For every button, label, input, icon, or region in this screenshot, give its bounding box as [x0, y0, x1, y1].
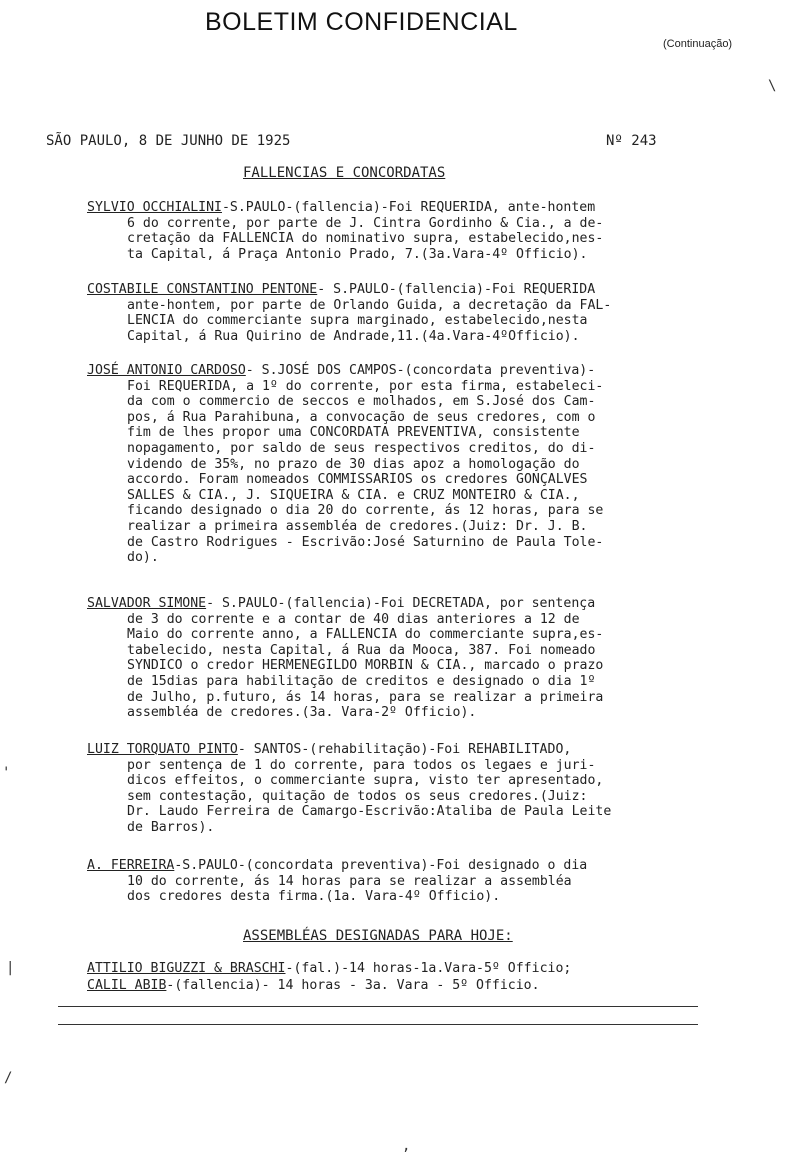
entry-text: SALLES & CIA., J. SIQUEIRA & CIA. e CRUZ MONTEIRO & CIA.,	[127, 487, 580, 503]
entry-line	[87, 313, 717, 329]
entry-item	[87, 200, 717, 262]
entry-text: Dr. Laudo Ferreira de Camargo-Escrivão:Ataliba de Paula Leite	[127, 804, 612, 820]
entry-item	[87, 858, 717, 905]
entry-line	[87, 488, 717, 504]
entry-text: -S.PAULO-(fallencia)-Foi REQUERIDA, ante-hontem	[221, 200, 596, 215]
entry-text: 10 do corrente, ás 14 horas para se realizar a assembléa	[127, 873, 572, 889]
entry-line	[87, 535, 717, 551]
dateline: SÃO PAULO, 8 DE JUNHO DE 1925	[46, 133, 291, 149]
entry-line	[87, 612, 717, 628]
entry-text: tabelecido, nesta Capital, á Rua da Mooca, 387. Foi nomeado	[127, 642, 596, 658]
entry-head: SALVADOR SIMONE	[87, 596, 207, 611]
entry-line	[87, 627, 717, 643]
entry-line	[87, 519, 717, 535]
assembly-text: -(fallencia)- 14 horas - 3a. Vara - 5º Officio.	[166, 978, 540, 993]
entry-text: 6 do corrente, por parte de J. Cintra Gordinho & Cia., a de-	[127, 215, 604, 231]
scan-mark: ,	[402, 1138, 411, 1154]
entry-line	[87, 425, 717, 441]
entry-line	[87, 379, 717, 395]
entry-text: Capital, á Rua Quirino de Andrade,11.(4a.Vara-4ºOfficio).	[127, 328, 580, 344]
entry-text: - S.PAULO-(fallencia)-Foi DECRETADA, por sentença	[206, 596, 596, 611]
entry-text: fim de lhes propor uma CONCORDATA PREVENTIVA, consistente	[127, 425, 580, 441]
scan-mark: /	[4, 1070, 13, 1086]
entry-line	[87, 820, 717, 836]
entry-text: videndo de 35%, no prazo de 30 dias apoz a homologação do	[127, 456, 580, 472]
entry-line	[87, 441, 717, 457]
entry-line	[87, 858, 717, 874]
entry-text: de Julho, p.futuro, ás 14 horas, para se realizar a primeira	[127, 689, 604, 705]
entry-line	[87, 705, 717, 721]
assembly-item	[87, 978, 717, 994]
entry-line	[87, 643, 717, 659]
entry-line	[87, 773, 717, 789]
entry-text: sem contestação, quitação de todos os seus credores.(Juiz:	[127, 788, 588, 804]
entry-text: ficando designado o dia 20 do corrente, ás 12 horas, para se	[127, 503, 604, 519]
bulletin-title: BOLETIM CONFIDENCIAL	[205, 8, 518, 36]
entry-line	[87, 674, 717, 690]
scan-mark: \	[768, 78, 777, 94]
entry-text: - S.JOSÉ DOS CAMPOS-(concordata preventiva)-	[245, 363, 596, 378]
entry-line	[87, 874, 717, 890]
assembly-head: CALIL ABIB	[87, 978, 167, 993]
divider-line	[58, 1006, 698, 1007]
entry-item	[87, 363, 717, 566]
entry-text: de Barros).	[127, 819, 215, 835]
entry-head: SYLVIO OCCHIALINI	[87, 200, 222, 215]
scan-mark: |	[6, 960, 15, 976]
entry-text: nopagamento, por saldo de seus respectivos creditos, do di-	[127, 440, 596, 456]
assembly-text: -(fal.)-14 horas-1a.Vara-5º Officio;	[285, 961, 572, 976]
entry-line	[87, 298, 717, 314]
scan-mark: '	[2, 765, 11, 781]
entry-text: de Castro Rodrigues - Escrivão:José Saturnino de Paula Tole-	[127, 534, 604, 550]
entry-text: ta Capital, á Praça Antonio Prado, 7.(3a.Vara-4º Officio).	[127, 246, 588, 262]
entry-head: A. FERREIRA	[87, 858, 175, 873]
section-heading-assembleas: ASSEMBLÉAS DESIGNADAS PARA HOJE:	[243, 928, 513, 944]
entry-line	[87, 550, 717, 566]
assembly-item	[87, 961, 717, 977]
entry-text: pos, á Rua Parahibuna, a convocação de seus credores, com o	[127, 409, 596, 425]
entry-line	[87, 789, 717, 805]
entry-text: de 3 do corrente e a contar de 40 dias anteriores a 12 de	[127, 611, 580, 627]
entry-text: dicos effeitos, o commerciante supra, visto ter apresentado,	[127, 773, 604, 789]
entry-text: - SANTOS-(rehabilitação)-Foi REHABILITADO,	[237, 742, 572, 757]
entry-line	[87, 658, 717, 674]
entry-text: cretação da FALLENCIA do nominativo supra, estabelecido,nes-	[127, 231, 604, 247]
entry-text: por sentença de 1 do corrente, para todos os legaes e juri-	[127, 757, 596, 773]
entry-line	[87, 503, 717, 519]
entry-text: -S.PAULO-(concordata preventiva)-Foi designado o dia	[174, 858, 588, 873]
entry-line	[87, 804, 717, 820]
entry-item	[87, 596, 717, 721]
entry-line	[87, 282, 717, 298]
section-heading-falencias: FALLENCIAS E CONCORDATAS	[243, 165, 446, 181]
entry-text: realizar a primeira assembléa de credores.(Juiz: Dr. J. B.	[127, 518, 588, 534]
entry-head: LUIZ TORQUATO PINTO	[87, 742, 238, 757]
entry-text: - S.PAULO-(fallencia)-Foi REQUERIDA	[317, 282, 596, 297]
entry-line	[87, 394, 717, 410]
entry-line	[87, 216, 717, 232]
entry-line	[87, 231, 717, 247]
entry-head: COSTABILE CONSTANTINO PENTONE	[87, 282, 318, 297]
divider-line	[58, 1024, 698, 1025]
entry-line	[87, 457, 717, 473]
assembly-head: ATTILIO BIGUZZI & BRASCHI	[87, 961, 286, 976]
entry-text: da com o commercio de seccos e molhados, em S.José dos Cam-	[127, 394, 596, 410]
entry-text: accordo. Foram nomeados COMMISSARIOS os credores GONÇALVES	[127, 472, 588, 488]
entry-line	[87, 363, 717, 379]
entry-text: SYNDICO o credor HERMENEGILDO MORBIN & CIA., marcado o prazo	[127, 658, 604, 674]
entry-line	[87, 690, 717, 706]
continuation-label: (Continuação)	[663, 38, 733, 50]
entry-item	[87, 742, 717, 836]
entry-line	[87, 596, 717, 612]
entry-line	[87, 758, 717, 774]
entry-text: assembléa de credores.(3a. Vara-2º Officio).	[127, 705, 477, 721]
entry-line	[87, 410, 717, 426]
entry-text: LENCIA do commerciante supra marginado, estabelecido,nesta	[127, 313, 588, 329]
entry-line	[87, 200, 717, 216]
entry-line	[87, 472, 717, 488]
entry-head: JOSÉ ANTONIO CARDOSO	[87, 363, 246, 378]
entry-text: Maio do corrente anno, a FALLENCIA do commerciante supra,es-	[127, 627, 604, 643]
entry-item	[87, 282, 717, 344]
entry-text: de 15dias para habilitação de creditos e designado o dia 1º	[127, 673, 596, 689]
entry-line	[87, 742, 717, 758]
entry-text: dos credores desta firma.(1a. Vara-4º Officio).	[127, 889, 501, 905]
entry-line	[87, 247, 717, 263]
entry-text: ante-hontem, por parte de Orlando Guida, a decretação da FAL-	[127, 297, 612, 313]
entry-line	[87, 889, 717, 905]
entry-line	[87, 329, 717, 345]
entry-text: do).	[127, 550, 159, 566]
bulletin-number: Nº 243	[606, 133, 657, 149]
entry-text: Foi REQUERIDA, a 1º do corrente, por esta firma, estabeleci-	[127, 378, 604, 394]
